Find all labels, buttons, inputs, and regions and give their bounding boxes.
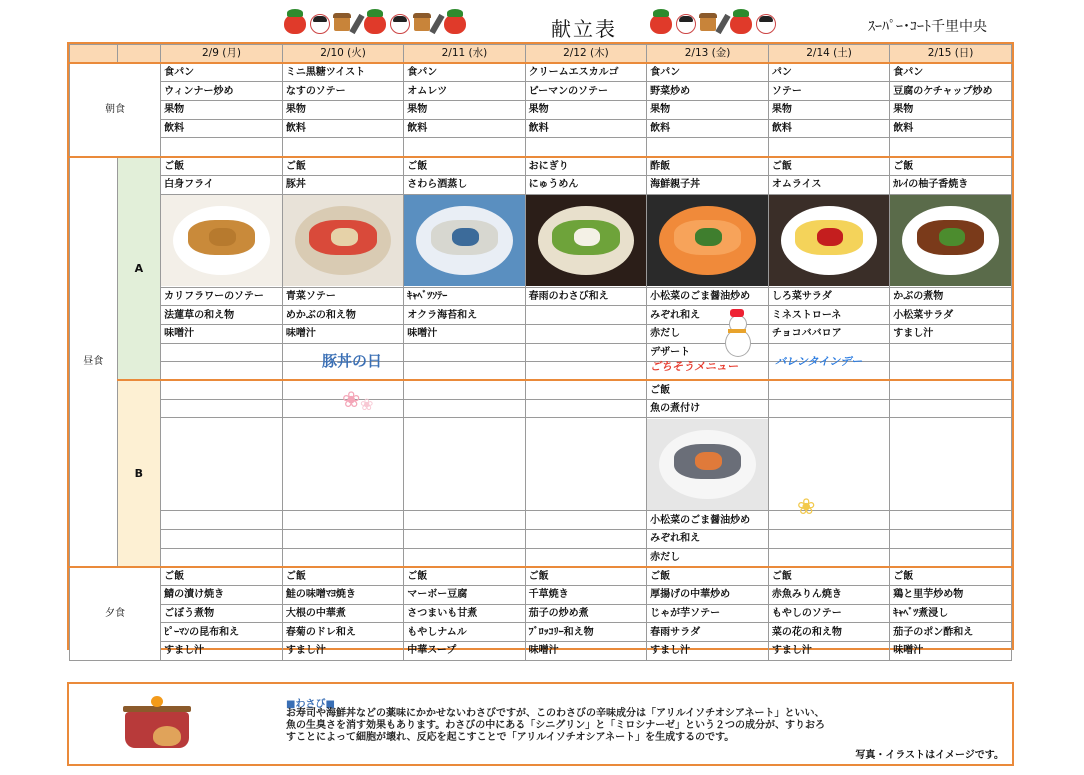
vegetable-icon [730,14,752,34]
dish-cell: 鮭の味噌ﾏﾖ焼き [282,586,403,605]
dish-cell [282,511,403,530]
dish-cell [404,343,525,362]
meal-label-dinner: 夕食 [70,567,161,660]
dish-cell [282,548,403,567]
dish-cell [404,380,525,399]
info-line: 魚の生臭さを消す効果もあります。わさびの中にある「シニグリン」と「ミロシナーゼ」という２つの成分が、すりおろ [286,720,825,731]
dish-cell [404,530,525,549]
dish-cell: 飲料 [890,119,1012,138]
dish-cell: ごぼう煮物 [161,604,283,623]
menu-table [69,44,1012,661]
dish-cell: オムライス [768,175,889,194]
meal-label-breakfast: 朝食 [70,63,161,156]
dish-cell: 魚の煮付け [647,399,769,418]
photo-cell [161,194,283,287]
dish-cell: ｶﾚｲの柚子香焼き [890,175,1012,194]
info-line: すことによって細胞が壊れ、反応を起こすことで「アリルイソチオシアネート」を生成するのです。 [286,732,735,743]
dish-cell: 果物 [404,101,525,120]
photo-cell [525,194,647,287]
dish-cell [525,548,647,567]
dish-cell [161,138,283,157]
dish-cell: 野菜炒め [647,82,769,101]
photo-cell [768,418,889,511]
date-header: 2/15 (日) [890,45,1012,64]
dish-cell: 赤魚みりん焼き [768,586,889,605]
dish-cell: ご飯 [404,567,525,586]
dish-cell: ご飯 [647,567,769,586]
header-decoration-left [284,13,466,35]
dish-cell: 飲料 [647,119,769,138]
dish-cell: みぞれ和え [647,306,769,325]
dish-cell [768,548,889,567]
dish-cell: 春雨のわさび和え [525,287,647,306]
menu-table-frame [67,42,1014,657]
photo-cell [404,418,525,511]
dish-cell: にゅうめん [525,175,647,194]
dish-cell: すまし汁 [890,324,1012,343]
dish-cell: ご飯 [161,157,283,176]
stick-icon [349,14,364,34]
dish-cell [890,399,1012,418]
dish-cell [161,399,283,418]
dish-cell: 菜の花の和え物 [768,623,889,642]
dish-cell [890,530,1012,549]
dish-cell [890,548,1012,567]
dish-cell [525,138,647,157]
dish-cell: ｷｬﾍﾞﾂ煮浸し [890,604,1012,623]
dish-cell: ご飯 [282,157,403,176]
dish-cell: 白身フライ [161,175,283,194]
daruma-doll-icon [676,14,696,34]
corner-cell [117,45,161,64]
photo-cell [282,194,403,287]
daruma-doll-icon [756,14,776,34]
date-header: 2/10 (火) [282,45,403,64]
dish-cell: もやしナムル [404,623,525,642]
dish-cell: すまし汁 [161,642,283,661]
dish-cell: ピーマンのソテー [525,82,647,101]
dish-cell [768,380,889,399]
dish-cell: ウィンナー炒め [161,82,283,101]
dish-cell: クリームエスカルゴ [525,63,647,82]
dish-cell: 春雨サラダ [647,623,769,642]
dish-cell [525,530,647,549]
dish-cell: 飲料 [768,119,889,138]
dish-cell: ご飯 [647,380,769,399]
dish-cell: カリフラワーのソテー [161,287,283,306]
dish-cell: ミニ黒糖ツイスト [282,63,403,82]
dish-cell: 茄子のポン酢和え [890,623,1012,642]
photo-cell [647,418,769,511]
dish-cell [890,343,1012,362]
dish-cell: マーボー豆腐 [404,586,525,605]
dish-cell [525,343,647,362]
dish-cell: さわら酒蒸し [404,175,525,194]
info-box [67,682,1014,766]
dish-cell: おにぎり [525,157,647,176]
facility-name: ｽｰﾊﾟｰ･ｺｰﾄ千里中央 [868,19,987,35]
dish-cell [161,530,283,549]
dish-cell [161,548,283,567]
dish-cell: ﾌﾞﾛｯｺﾘｰ和え物 [525,623,647,642]
dish-cell [890,511,1012,530]
vegetable-icon [650,14,672,34]
dish-cell [282,138,403,157]
steamed-fish-photo [404,195,524,286]
vegetable-icon [284,14,306,34]
dish-cell: 小松菜のごま醤油炒め [647,287,769,306]
dish-cell: 豆腐のケチャップ炒め [890,82,1012,101]
dish-cell [890,380,1012,399]
dish-cell: ご飯 [768,567,889,586]
dish-cell: 果物 [768,101,889,120]
dish-cell [404,548,525,567]
dish-cell: じゃが芋ソテー [647,604,769,623]
dish-cell: デザート [647,343,769,362]
dish-cell: パン [768,63,889,82]
fried-fish-photo [161,195,282,286]
dish-cell: 小松菜サラダ [890,306,1012,325]
dish-cell: すまし汁 [282,642,403,661]
info-text [286,708,986,744]
info-title: ■わさび■ [286,699,335,710]
meal-label-lunch: 昼食 [70,157,118,567]
dish-cell: 味噌汁 [525,642,647,661]
date-header: 2/13 (金) [647,45,769,64]
dish-cell: 飲料 [404,119,525,138]
daruma-doll-icon [390,14,410,34]
dish-cell: 赤だし [647,548,769,567]
dish-cell: 小松菜のごま醤油炒め [647,511,769,530]
dish-cell: 海鮮親子丼 [647,175,769,194]
dish-cell: ｷｬﾍﾞﾂｿﾃｰ [404,287,525,306]
snowman-icon [722,309,752,357]
special-menu-label: ごちそうメニュー [650,360,738,373]
vegetable-icon [364,14,386,34]
dish-cell: ご飯 [890,157,1012,176]
dish-cell [768,511,889,530]
header-decoration-right [650,13,776,35]
bean-box-icon [414,17,430,31]
dish-cell [404,362,525,381]
dish-cell: ミネストローネ [768,306,889,325]
dish-cell: 味噌汁 [161,324,283,343]
dish-cell: ご飯 [890,567,1012,586]
set-label-a: A [117,157,161,381]
photo-cell [890,194,1012,287]
dish-cell: 食パン [890,63,1012,82]
dish-cell: ご飯 [161,567,283,586]
pork-bowl-day-label: 豚丼の日 [322,352,383,370]
dish-cell [525,324,647,343]
valentine-day-label: バレンタインデー [775,355,863,368]
dish-cell: なすのソテー [282,82,403,101]
dish-cell: 飲料 [282,119,403,138]
photo-cell [768,194,889,287]
cherry-blossom-icon: ❀ [360,395,374,414]
date-header: 2/14 (土) [768,45,889,64]
dish-cell [525,306,647,325]
kotatsu-cat-illustration [121,696,193,752]
dish-cell: 厚揚げの中華炒め [647,586,769,605]
photo-cell [404,194,525,287]
dish-cell [282,530,403,549]
dish-cell: ソテー [768,82,889,101]
dish-cell [890,362,1012,381]
dish-cell: ご飯 [768,157,889,176]
dish-cell: ご飯 [404,157,525,176]
pork-bowl-photo [283,195,403,286]
dish-cell: 飲料 [161,119,283,138]
photo-cell [647,194,769,287]
date-header: 2/12 (木) [525,45,647,64]
dish-cell [161,511,283,530]
dish-cell: 酢飯 [647,157,769,176]
dish-cell [768,399,889,418]
dish-cell: しろ菜サラダ [768,287,889,306]
dish-cell [525,511,647,530]
dish-cell: ﾋﾟｰﾏﾝの昆布和え [161,623,283,642]
dish-cell: 中華スープ [404,642,525,661]
vegetable-icon [444,14,466,34]
dish-cell: すまし汁 [768,642,889,661]
dish-cell: かぶの煮物 [890,287,1012,306]
dish-cell [161,362,283,381]
date-header: 2/11 (水) [404,45,525,64]
dish-cell [525,380,647,399]
dish-cell [647,138,769,157]
photo-cell [282,418,403,511]
dish-cell [525,399,647,418]
date-header: 2/9 (月) [161,45,283,64]
dish-cell [161,343,283,362]
dish-cell: 味噌汁 [404,324,525,343]
dish-cell: 春菊のドレ和え [282,623,403,642]
stick-icon [429,14,444,34]
photo-cell [161,418,283,511]
dish-cell [161,380,283,399]
bean-box-icon [700,17,716,31]
dish-cell: 食パン [647,63,769,82]
dish-cell: 千草焼き [525,586,647,605]
dish-cell: 食パン [161,63,283,82]
page-title: 献立表 [551,17,617,41]
dish-cell [404,511,525,530]
dish-cell: さつまいも甘煮 [404,604,525,623]
info-line: お寿司や海鮮丼などの薬味にかかせないわさびですが、このわさびの辛味成分は「アリルイソチオシアネート」といい、 [286,708,825,719]
photo-cell [525,418,647,511]
image-disclaimer: 写真・イラストはイメージです。 [855,750,1004,761]
dish-cell: 果物 [890,101,1012,120]
omelette-rice-photo [769,195,889,286]
photo-cell [890,418,1012,511]
snowflake-icon: ❀ [797,495,816,520]
dish-cell: 果物 [647,101,769,120]
dish-cell: めかぶの和え物 [282,306,403,325]
dish-cell [404,138,525,157]
dish-cell: 飲料 [525,119,647,138]
dish-cell: 鶏と里芋炒め物 [890,586,1012,605]
cherry-blossom-icon: ❀ [342,388,361,413]
corner-cell [70,45,118,64]
simmered-fish-photo [647,419,768,510]
dish-cell: 果物 [161,101,283,120]
dish-cell: みぞれ和え [647,530,769,549]
seafood-bowl-photo [647,195,768,286]
dish-cell [890,138,1012,157]
dish-cell: 味噌汁 [890,642,1012,661]
dish-cell [768,530,889,549]
dish-cell: 青菜ソテー [282,287,403,306]
dish-cell: 味噌汁 [282,324,403,343]
dish-cell: ご飯 [525,567,647,586]
noodle-soup-photo [526,195,647,286]
dish-cell: 鯖の漬け焼き [161,586,283,605]
yuzu-fish-photo [890,195,1011,286]
dish-cell: 赤だし [647,324,769,343]
dish-cell: 食パン [404,63,525,82]
dish-cell: ご飯 [282,567,403,586]
set-label-b: B [117,380,161,566]
dish-cell [404,399,525,418]
dish-cell [525,362,647,381]
dish-cell: 法蓮草の和え物 [161,306,283,325]
dish-cell: すまし汁 [647,642,769,661]
dish-cell: 大根の中華煮 [282,604,403,623]
dish-cell: もやしのソテー [768,604,889,623]
dish-cell: 豚丼 [282,175,403,194]
dish-cell: 茄子の炒め煮 [525,604,647,623]
daruma-doll-icon [310,14,330,34]
dish-cell: オムレツ [404,82,525,101]
dish-cell [768,138,889,157]
dish-cell: オクラ海苔和え [404,306,525,325]
dish-cell: 果物 [525,101,647,120]
dish-cell: チョコババロア [768,324,889,343]
bean-box-icon [334,17,350,31]
stick-icon [715,14,730,34]
dish-cell: 果物 [282,101,403,120]
